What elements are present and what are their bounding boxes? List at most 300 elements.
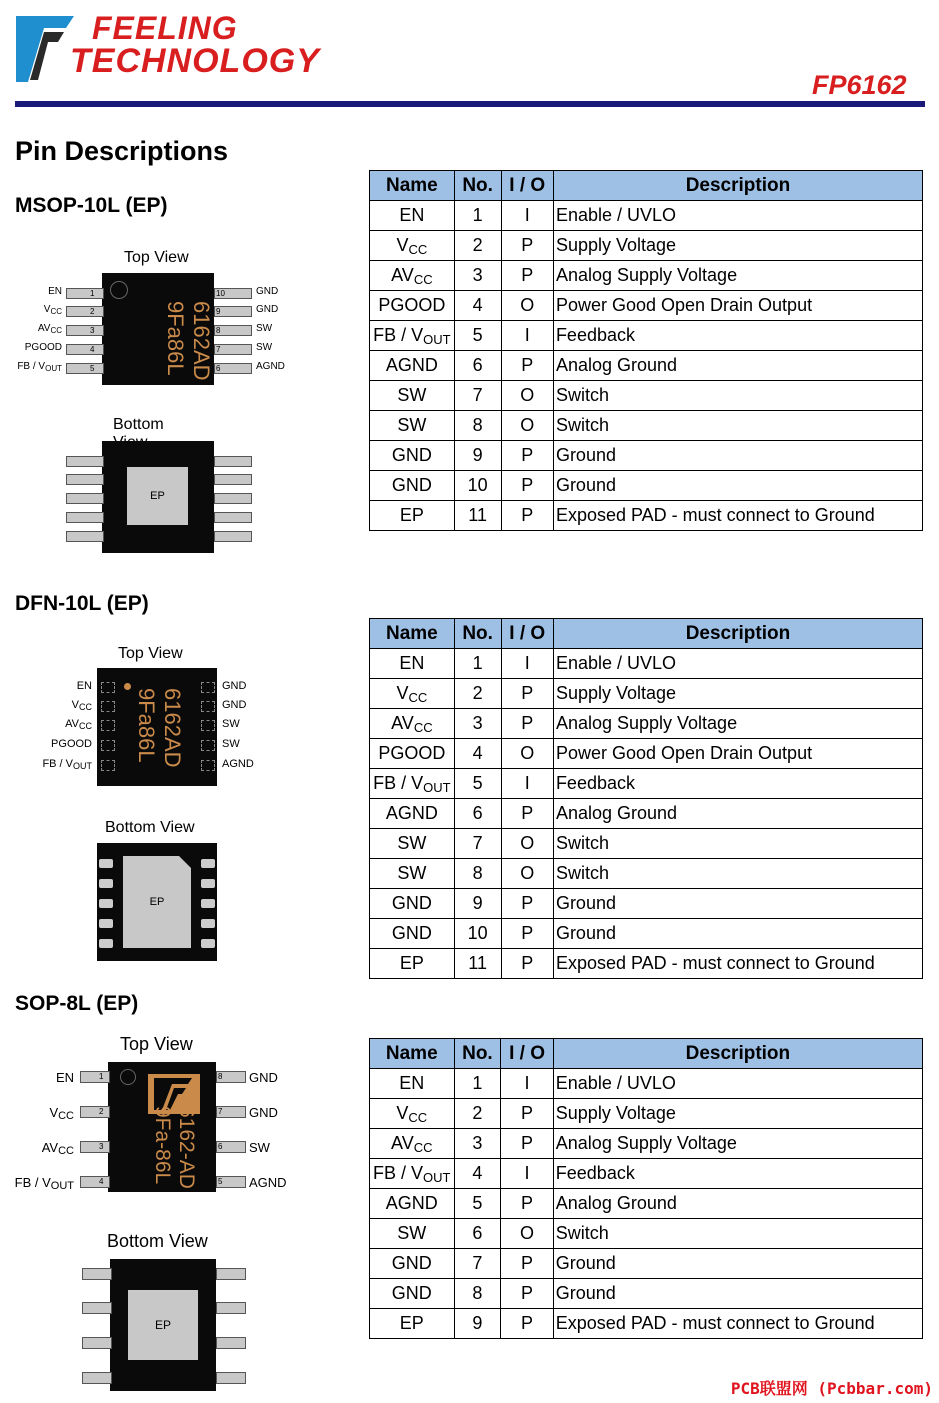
pin-label bbox=[65, 718, 92, 731]
pin-number-cell: 6 bbox=[454, 351, 501, 381]
pin-name-cell bbox=[370, 291, 455, 321]
pin-label-subscript: CC bbox=[50, 326, 62, 335]
pin-name: EN bbox=[399, 1073, 425, 1093]
pin-label-main: FB / V bbox=[42, 758, 73, 770]
column-header-no: No. bbox=[454, 1039, 501, 1069]
pin-name: AGND bbox=[385, 355, 438, 375]
pin-name-cell bbox=[370, 1279, 455, 1309]
pin-name-cell bbox=[370, 1159, 455, 1189]
pin-name: EP bbox=[399, 505, 424, 525]
pin-name: AGND bbox=[385, 803, 438, 823]
pin-number-cell: 8 bbox=[454, 859, 501, 889]
table-header-row bbox=[370, 619, 923, 649]
pin-io-cell: O bbox=[501, 1219, 553, 1249]
column-header-io: I / O bbox=[501, 619, 553, 649]
table-row bbox=[370, 889, 923, 919]
pin-name-cell bbox=[370, 321, 455, 351]
pin-name-cell bbox=[370, 1099, 455, 1129]
pin-name-cell bbox=[370, 1249, 455, 1279]
chip-marking-line: 9Fa-86L bbox=[151, 1106, 174, 1185]
pin-number-cell: 2 bbox=[454, 231, 501, 261]
pin-number-cell: 9 bbox=[454, 889, 501, 919]
pad bbox=[201, 899, 215, 908]
pad bbox=[201, 859, 215, 868]
chip-marking-line: 6162AD bbox=[160, 688, 185, 768]
pin-number-cell: 7 bbox=[454, 381, 501, 411]
pin-label-main: FB / V bbox=[17, 361, 46, 372]
chip-marking-line: 9Fa86L bbox=[134, 688, 159, 763]
pin-description-cell: Ground bbox=[553, 919, 922, 949]
table-row bbox=[370, 1189, 923, 1219]
pin-io-cell: P bbox=[501, 799, 553, 829]
pin-number-cell: 7 bbox=[454, 829, 501, 859]
pin-label: SW bbox=[222, 718, 240, 730]
pin-lead bbox=[82, 1268, 112, 1280]
pin-number-cell: 11 bbox=[454, 501, 501, 531]
pin-name-cell bbox=[370, 889, 455, 919]
pin-description-cell: Switch bbox=[553, 411, 922, 441]
pin-label bbox=[72, 699, 92, 712]
pad bbox=[99, 859, 113, 868]
pin-number: 7 bbox=[218, 1107, 223, 1116]
table-row bbox=[370, 1249, 923, 1279]
pin-io-cell: O bbox=[501, 291, 553, 321]
pin-io-cell: I bbox=[501, 769, 553, 799]
pin-number-cell: 3 bbox=[454, 1129, 501, 1159]
pin-label: GND bbox=[256, 286, 279, 297]
pin-io-cell: P bbox=[501, 889, 553, 919]
pin-io-cell: P bbox=[501, 261, 553, 291]
pin-pad bbox=[201, 740, 215, 751]
dfn-top-view bbox=[97, 668, 217, 786]
pin-io-cell: P bbox=[501, 679, 553, 709]
pin-lead bbox=[66, 474, 104, 485]
pin-label bbox=[49, 1105, 74, 1122]
table-row bbox=[370, 471, 923, 501]
table-row bbox=[370, 1279, 923, 1309]
pin-name: AV bbox=[391, 712, 414, 733]
pin-number-cell: 2 bbox=[454, 1099, 501, 1129]
pin-label bbox=[17, 361, 62, 373]
pin-name-cell bbox=[370, 919, 455, 949]
pin-number-cell: 10 bbox=[454, 919, 501, 949]
pin-label-main: V bbox=[71, 699, 79, 711]
table-row bbox=[370, 201, 923, 231]
pin-pad bbox=[101, 740, 115, 751]
pin-lead bbox=[214, 493, 252, 504]
pin-number-cell: 5 bbox=[454, 321, 501, 351]
pin-io-cell: O bbox=[501, 829, 553, 859]
company-name-line1: FEELING bbox=[92, 10, 238, 46]
pin-lead bbox=[66, 512, 104, 523]
dfn-bottom-view-title: Bottom View bbox=[105, 819, 195, 836]
table-row bbox=[370, 709, 923, 739]
pin-label: GND bbox=[256, 304, 279, 315]
pin-label bbox=[51, 738, 92, 750]
pin-number: 6 bbox=[216, 364, 221, 373]
pin-label: SW bbox=[249, 1140, 270, 1155]
pin-pad bbox=[101, 720, 115, 731]
pin-label: SW bbox=[256, 342, 273, 353]
pin-io-cell: P bbox=[501, 501, 553, 531]
pin-name-cell bbox=[370, 799, 455, 829]
pin-name: FB / V bbox=[373, 1162, 424, 1183]
pin-lead bbox=[216, 1302, 246, 1314]
pin-number: 8 bbox=[218, 1072, 223, 1081]
pin-number-cell: 1 bbox=[454, 1069, 501, 1099]
pin-number-cell: 4 bbox=[454, 1159, 501, 1189]
pin-label-subscript: CC bbox=[50, 307, 62, 316]
pin-name: EN bbox=[399, 205, 425, 225]
pin-name: GND bbox=[391, 1283, 432, 1303]
pin-io-cell: I bbox=[501, 1069, 553, 1099]
pad bbox=[99, 919, 113, 928]
pin-label bbox=[15, 1175, 74, 1192]
pin-description-cell: Enable / UVLO bbox=[553, 649, 922, 679]
sop-top-view-title: Top View bbox=[120, 1034, 193, 1054]
pin-number: 5 bbox=[218, 1177, 223, 1186]
pin-name: FB / V bbox=[373, 772, 424, 793]
pin-description-cell: Enable / UVLO bbox=[553, 201, 922, 231]
pin-label-main: PGOOD bbox=[24, 342, 62, 353]
pin-io-cell: P bbox=[501, 1099, 553, 1129]
company-logo-icon bbox=[14, 14, 76, 84]
sop-bottom-view bbox=[110, 1259, 216, 1391]
pin-lead bbox=[66, 325, 104, 336]
table-row bbox=[370, 799, 923, 829]
pin-label-subscript: OUT bbox=[73, 761, 92, 771]
pin-number-cell: 4 bbox=[454, 291, 501, 321]
table-row bbox=[370, 501, 923, 531]
table-row bbox=[370, 351, 923, 381]
pin-name-subscript: OUT bbox=[423, 779, 451, 795]
pin-label-main: AV bbox=[65, 718, 79, 730]
pin1-dot-icon bbox=[110, 281, 128, 299]
pin-number-cell: 5 bbox=[454, 769, 501, 799]
pin-name-cell bbox=[370, 829, 455, 859]
pin-number-cell: 2 bbox=[454, 679, 501, 709]
pin-number: 1 bbox=[90, 289, 95, 298]
pin-label: SW bbox=[222, 738, 240, 750]
column-header-io: I / O bbox=[501, 1039, 553, 1069]
pin-number-cell: 6 bbox=[454, 799, 501, 829]
pin-number-cell: 11 bbox=[454, 949, 501, 979]
pin-description-cell: Switch bbox=[553, 1219, 922, 1249]
pin-name: SW bbox=[397, 385, 427, 405]
pin-description-cell: Power Good Open Drain Output bbox=[553, 291, 922, 321]
pin-label-main: EN bbox=[48, 286, 62, 297]
pin-name: AV bbox=[391, 264, 414, 285]
pin-name: GND bbox=[391, 923, 432, 943]
package-title-msop: MSOP-10L (EP) bbox=[15, 194, 168, 217]
exposed-pad: EP bbox=[127, 467, 188, 525]
pin-lead bbox=[214, 456, 252, 467]
pin-number: 10 bbox=[216, 289, 225, 298]
pin-name-cell bbox=[370, 501, 455, 531]
pin-number: 5 bbox=[90, 364, 95, 373]
pin-name-cell bbox=[370, 261, 455, 291]
pin-number: 1 bbox=[99, 1072, 104, 1081]
pin-label-subscript: OUT bbox=[45, 364, 62, 373]
pin-label-main: V bbox=[43, 304, 51, 315]
pin-number-cell: 10 bbox=[454, 471, 501, 501]
pin-label-subscript: CC bbox=[58, 1145, 74, 1157]
pin-description-cell: Ground bbox=[553, 1279, 922, 1309]
pin-lead bbox=[66, 363, 104, 374]
pin-label-subscript: CC bbox=[58, 1110, 74, 1122]
pin-io-cell: P bbox=[501, 949, 553, 979]
pin-description-cell: Feedback bbox=[553, 1159, 922, 1189]
pin-name-subscript: CC bbox=[413, 271, 433, 287]
pin-name-cell bbox=[370, 679, 455, 709]
pad bbox=[99, 939, 113, 948]
table-row bbox=[370, 1099, 923, 1129]
table-row bbox=[370, 649, 923, 679]
pin-number-cell: 7 bbox=[454, 1249, 501, 1279]
pin-lead bbox=[80, 1141, 110, 1153]
pin-lead bbox=[66, 344, 104, 355]
table-row bbox=[370, 739, 923, 769]
pin-label-main: FB / V bbox=[14, 1175, 51, 1190]
chip-marking-line: 6162AD bbox=[189, 301, 214, 381]
pin-io-cell: O bbox=[501, 411, 553, 441]
table-row bbox=[370, 231, 923, 261]
pin-name: AGND bbox=[385, 1193, 438, 1213]
pin-lead bbox=[214, 474, 252, 485]
pin-number: 4 bbox=[99, 1177, 104, 1186]
pad bbox=[201, 919, 215, 928]
pin-pad bbox=[201, 682, 215, 693]
pin-io-cell: P bbox=[501, 1309, 553, 1339]
msop-bottom-view-title: Bottom bbox=[113, 416, 164, 433]
pin-io-cell: I bbox=[501, 1159, 553, 1189]
pin-pad bbox=[201, 760, 215, 771]
table-row bbox=[370, 859, 923, 889]
pin-description-cell: Supply Voltage bbox=[553, 679, 922, 709]
pin-label-main: AV bbox=[41, 1140, 59, 1155]
pin-name-cell bbox=[370, 709, 455, 739]
package-title-sop: SOP-8L (EP) bbox=[15, 992, 139, 1015]
package-title-dfn: DFN-10L (EP) bbox=[15, 592, 149, 615]
chip-marking bbox=[150, 1106, 198, 1189]
pin-label-main: PGOOD bbox=[51, 738, 92, 750]
table-row bbox=[370, 1309, 923, 1339]
pin-description-cell: Exposed PAD - must connect to Ground bbox=[553, 1309, 922, 1339]
pin-name-cell bbox=[370, 769, 455, 799]
pin-name: GND bbox=[391, 1253, 432, 1273]
pin-name: FB / V bbox=[373, 324, 424, 345]
table-row bbox=[370, 769, 923, 799]
pin-label: GND bbox=[222, 680, 247, 692]
pin-description-cell: Ground bbox=[553, 1249, 922, 1279]
pin-label bbox=[42, 758, 92, 771]
pin-description-cell: Enable / UVLO bbox=[553, 1069, 922, 1099]
pin-io-cell: P bbox=[501, 471, 553, 501]
pin-number-cell: 5 bbox=[454, 1189, 501, 1219]
pin-number: 2 bbox=[99, 1107, 104, 1116]
pin-label: AGND bbox=[222, 758, 254, 770]
pin-io-cell: P bbox=[501, 1249, 553, 1279]
chip-marking-line: 6162-AD bbox=[175, 1106, 198, 1189]
pin-lead bbox=[80, 1176, 110, 1188]
pin-label: GND bbox=[249, 1070, 278, 1085]
pin-label bbox=[42, 1140, 74, 1157]
exposed-pad-label: EP bbox=[149, 896, 165, 908]
pin-label-main: V bbox=[49, 1105, 59, 1120]
pin-number-cell: 1 bbox=[454, 649, 501, 679]
pin-name: GND bbox=[391, 445, 432, 465]
ic-body bbox=[102, 273, 214, 385]
pin-io-cell: O bbox=[501, 739, 553, 769]
column-header-no: No. bbox=[454, 619, 501, 649]
pin-pad bbox=[101, 701, 115, 712]
pin-number: 4 bbox=[90, 345, 95, 354]
pin-number: 3 bbox=[90, 326, 95, 335]
pin-name-cell bbox=[370, 441, 455, 471]
table-row bbox=[370, 919, 923, 949]
pin-description-cell: Analog Ground bbox=[553, 351, 922, 381]
sop-top-view bbox=[108, 1062, 216, 1192]
pin-io-cell: P bbox=[501, 441, 553, 471]
pin-lead bbox=[82, 1302, 112, 1314]
pin-io-cell: P bbox=[501, 1129, 553, 1159]
pin-label: AGND bbox=[256, 361, 285, 372]
pin-name: V bbox=[396, 234, 409, 255]
chip-marking-line: 9Fa86L bbox=[163, 301, 188, 376]
pin-io-cell: P bbox=[501, 231, 553, 261]
table-row bbox=[370, 1159, 923, 1189]
pin-name-cell bbox=[370, 411, 455, 441]
column-header-no: No. bbox=[454, 171, 501, 201]
pin-description-cell: Feedback bbox=[553, 321, 922, 351]
pin-name: SW bbox=[397, 863, 427, 883]
pin-label bbox=[38, 323, 62, 335]
pin-number-cell: 4 bbox=[454, 739, 501, 769]
pin-description-cell: Supply Voltage bbox=[553, 231, 922, 261]
table-header-row bbox=[370, 171, 923, 201]
table-row bbox=[370, 321, 923, 351]
pin-lead bbox=[66, 456, 104, 467]
pin-label bbox=[77, 680, 92, 692]
pin-name: PGOOD bbox=[378, 295, 446, 315]
pin-io-cell: P bbox=[501, 351, 553, 381]
pin-io-cell: P bbox=[501, 1279, 553, 1309]
pad bbox=[99, 899, 113, 908]
pin-io-cell: I bbox=[501, 321, 553, 351]
pin-label-subscript: CC bbox=[79, 702, 92, 712]
exposed-pad: EP bbox=[128, 1290, 198, 1360]
pin-name-cell bbox=[370, 381, 455, 411]
column-header-io: I / O bbox=[501, 171, 553, 201]
table-row bbox=[370, 949, 923, 979]
pin-pad bbox=[201, 720, 215, 731]
pin-description-cell: Power Good Open Drain Output bbox=[553, 739, 922, 769]
table-row bbox=[370, 1069, 923, 1099]
pin-description-cell: Switch bbox=[553, 829, 922, 859]
pin-name: SW bbox=[397, 415, 427, 435]
msop-top-view-title: Top View bbox=[124, 249, 189, 266]
pin1-dot-icon bbox=[120, 1069, 136, 1085]
pin-name-cell bbox=[370, 201, 455, 231]
column-header-desc: Description bbox=[553, 171, 922, 201]
pin-name-cell bbox=[370, 471, 455, 501]
pin-lead bbox=[66, 531, 104, 542]
pin-name-subscript: CC bbox=[413, 719, 433, 735]
pad bbox=[201, 879, 215, 888]
pin1-dot-icon bbox=[124, 683, 131, 690]
table-row bbox=[370, 679, 923, 709]
pin-pad bbox=[101, 760, 115, 771]
pin-number: 9 bbox=[216, 307, 221, 316]
table-row bbox=[370, 829, 923, 859]
pin-number: 6 bbox=[218, 1142, 223, 1151]
pin-number-cell: 9 bbox=[454, 441, 501, 471]
pin-name-cell bbox=[370, 351, 455, 381]
pin-number-cell: 3 bbox=[454, 261, 501, 291]
pin-lead bbox=[214, 531, 252, 542]
pin-lead bbox=[216, 1372, 246, 1384]
pin-name: GND bbox=[391, 893, 432, 913]
table-row bbox=[370, 1219, 923, 1249]
watermark: PCB联盟网 (Pcbbar.com) bbox=[730, 1379, 933, 1398]
pin-name: EP bbox=[399, 1313, 424, 1333]
column-header-desc: Description bbox=[553, 619, 922, 649]
page-title: Pin Descriptions bbox=[15, 136, 229, 166]
table-header-row bbox=[370, 1039, 923, 1069]
part-number: FP6162 bbox=[812, 70, 907, 100]
pin-description-cell: Analog Supply Voltage bbox=[553, 1129, 922, 1159]
pin-label bbox=[44, 304, 62, 316]
pin-description-cell: Analog Ground bbox=[553, 799, 922, 829]
pad bbox=[99, 879, 113, 888]
pin-name-subscript: CC bbox=[413, 1139, 433, 1155]
pin-label-main: EN bbox=[76, 680, 92, 692]
pin-name-cell bbox=[370, 739, 455, 769]
pin-name: EP bbox=[399, 953, 424, 973]
pin-name: V bbox=[396, 682, 409, 703]
pin-description-cell: Analog Supply Voltage bbox=[553, 709, 922, 739]
pin-label-main: AV bbox=[37, 323, 51, 334]
pin-pad bbox=[201, 701, 215, 712]
pin-description-cell: Analog Ground bbox=[553, 1189, 922, 1219]
dfn-bottom-view bbox=[97, 843, 217, 961]
column-header-desc: Description bbox=[553, 1039, 922, 1069]
pin-description-cell: Feedback bbox=[553, 769, 922, 799]
pin-number-cell: 8 bbox=[454, 1279, 501, 1309]
pin-number-cell: 6 bbox=[454, 1219, 501, 1249]
column-header-name: Name bbox=[370, 619, 455, 649]
table-row bbox=[370, 441, 923, 471]
pin-number-cell: 8 bbox=[454, 411, 501, 441]
pin-name-subscript: CC bbox=[408, 241, 428, 257]
table-row bbox=[370, 381, 923, 411]
header-divider bbox=[15, 101, 925, 107]
pin-table-dfn bbox=[369, 618, 923, 979]
pin-description-cell: Exposed PAD - must connect to Ground bbox=[553, 501, 922, 531]
pin-name: AV bbox=[391, 1132, 414, 1153]
pin-name-subscript: OUT bbox=[423, 1169, 451, 1185]
chip-marking bbox=[133, 688, 185, 768]
pin-label-subscript: OUT bbox=[50, 1180, 74, 1192]
pin-label: GND bbox=[249, 1105, 278, 1120]
pin-description-cell: Supply Voltage bbox=[553, 1099, 922, 1129]
column-header-name: Name bbox=[370, 171, 455, 201]
dfn-top-view-title: Top View bbox=[118, 645, 183, 662]
pin-label bbox=[25, 342, 62, 353]
pin-number: 8 bbox=[216, 326, 221, 335]
column-header-name: Name bbox=[370, 1039, 455, 1069]
pin-description-cell: Ground bbox=[553, 441, 922, 471]
